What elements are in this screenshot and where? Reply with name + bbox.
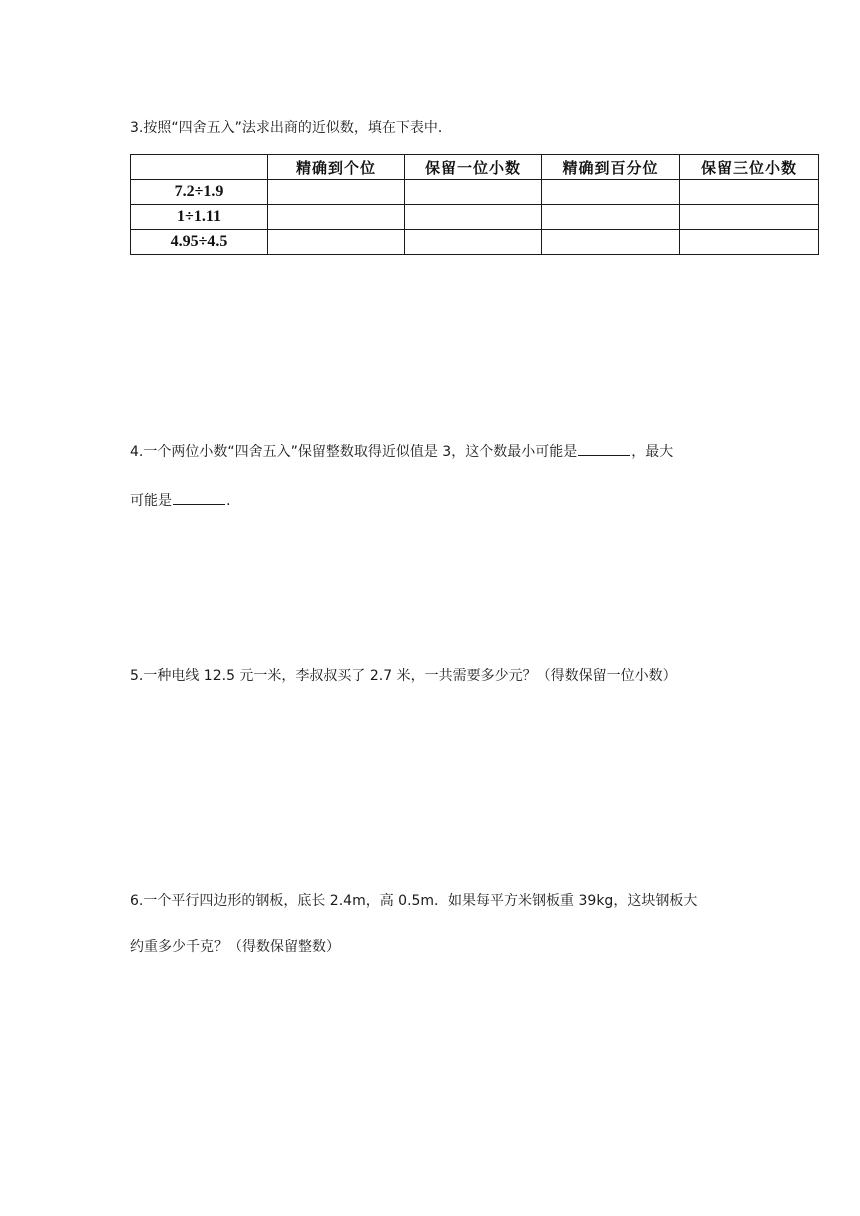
table-row [131,205,819,230]
answer-cell[interactable] [680,205,819,230]
answer-cell[interactable] [405,180,542,205]
answer-blank-max[interactable] [173,490,225,505]
question-4-part-1: 4.一个两位小数“四舍五入”保留整数取得近似值是 3，这个数最小可能是 [130,444,578,460]
row-label: 4.95÷4.5 [131,230,268,255]
question-4-part-2: ，最大 [631,444,674,460]
answer-blank-min[interactable] [578,441,630,456]
table-row [131,230,819,255]
header-cell-ones: 精确到个位 [268,155,405,180]
answer-cell[interactable] [268,205,405,230]
header-cell-three-decimals: 保留三位小数 [680,155,819,180]
answer-cell[interactable] [405,230,542,255]
header-cell-one-decimal: 保留一位小数 [405,155,542,180]
answer-cell[interactable] [268,180,405,205]
question-4-line-1 [130,441,673,462]
question-4-part-3: 可能是 [130,493,172,509]
approximation-table [130,154,819,255]
answer-cell[interactable] [680,180,819,205]
table-row [131,180,819,205]
question-5-text: 5.一种电线 12.5 元一米，李叔叔买了 2.7 米，一共需要多少元？（得数保留一位小数） [130,668,677,684]
table-header-row [131,155,819,180]
header-cell-hundredths: 精确到百分位 [542,155,680,180]
answer-cell[interactable] [268,230,405,255]
answer-cell[interactable] [405,205,542,230]
row-label: 7.2÷1.9 [131,180,268,205]
header-cell-corner [131,155,268,180]
question-6-line-1: 6.一个平行四边形的钢板，底长 2.4m，高 0.5m．如果每平方米钢板重 39kg，这块钢板大 [130,893,698,909]
answer-cell[interactable] [542,180,680,205]
answer-cell[interactable] [542,230,680,255]
question-6-line-2: 约重多少千克？（得数保留整数） [130,939,340,955]
question-4-part-4: . [226,493,231,509]
question-3-text: 3.按照“四舍五入”法求出商的近似数，填在下表中． [130,120,452,136]
question-4-line-2 [130,490,230,511]
row-label: 1÷1.11 [131,205,268,230]
answer-cell[interactable] [542,205,680,230]
answer-cell[interactable] [680,230,819,255]
